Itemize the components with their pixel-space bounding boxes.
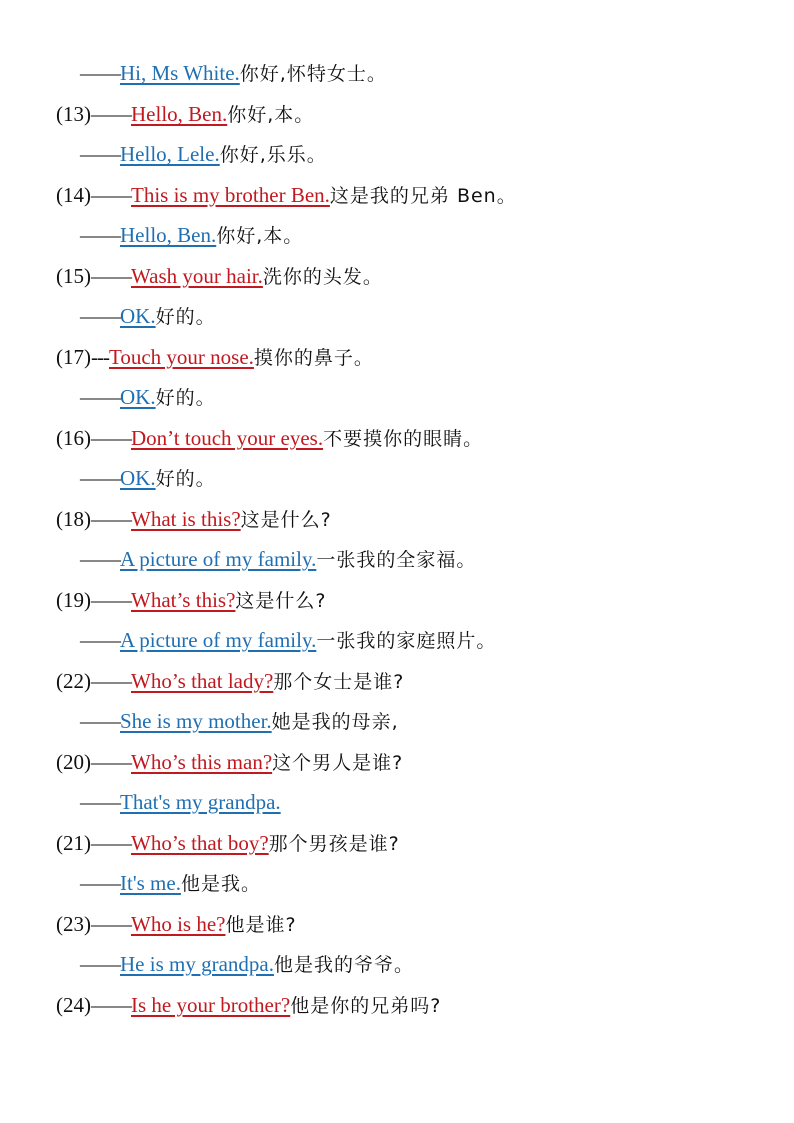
dash: —— [91, 993, 131, 1017]
dash: —— [80, 304, 120, 328]
english-phrase: Who’s that lady? [131, 669, 274, 693]
dash: —— [91, 588, 131, 612]
dialogue-line [80, 60, 387, 87]
chinese-translation: 他是谁? [225, 914, 297, 936]
item-number: (22) [56, 669, 91, 693]
dialogue-line [80, 546, 476, 573]
dash: —— [80, 790, 120, 814]
dialogue-line [80, 951, 414, 978]
dash: —— [80, 709, 120, 733]
chinese-translation: 好的。 [155, 306, 216, 328]
chinese-translation: 一张我的全家福。 [316, 549, 477, 571]
dash: —— [91, 831, 131, 855]
dialogue-line [56, 182, 517, 209]
dash: —— [80, 547, 120, 571]
chinese-translation: 你好,乐乐。 [219, 144, 327, 166]
chinese-translation: 他是我的爷爷。 [273, 954, 414, 976]
english-phrase: OK. [120, 385, 156, 409]
chinese-translation: 摸你的鼻子。 [253, 347, 374, 369]
dialogue-line [56, 749, 403, 776]
dash: —— [91, 912, 131, 936]
dialogue-line [56, 911, 297, 938]
item-number: (21) [56, 831, 91, 855]
english-phrase: This is my brother Ben. [131, 183, 330, 207]
dialogue-line [56, 587, 327, 614]
dialogue-line [80, 627, 496, 654]
item-number: (17) [56, 345, 91, 369]
dash: —— [80, 628, 120, 652]
chinese-translation: 好的。 [155, 468, 216, 490]
english-phrase: A picture of my family. [120, 547, 317, 571]
chinese-translation: 她是我的母亲, [271, 711, 399, 733]
dash: —— [91, 426, 131, 450]
english-phrase: Don’t touch your eyes. [131, 426, 324, 450]
dash: —— [80, 466, 120, 490]
english-phrase: What is this? [131, 507, 241, 531]
dialogue-line [80, 870, 261, 897]
dialogue-line [80, 141, 327, 168]
item-number: (13) [56, 102, 91, 126]
dash: —— [91, 669, 131, 693]
english-phrase: Who’s this man? [131, 750, 273, 774]
dash: —— [80, 142, 120, 166]
dash: —— [91, 750, 131, 774]
english-phrase: Wash your hair. [131, 264, 263, 288]
dash: —— [80, 61, 120, 85]
chinese-translation: 你好,怀特女士。 [239, 63, 387, 85]
item-number: (19) [56, 588, 91, 612]
dialogue-line [56, 830, 400, 857]
chinese-translation: 那个女士是谁? [273, 671, 405, 693]
dialogue-line [56, 668, 404, 695]
chinese-translation: 一张我的家庭照片。 [316, 630, 497, 652]
dialogue-line [80, 384, 216, 411]
english-phrase: Who’s that boy? [131, 831, 269, 855]
chinese-translation: 好的。 [155, 387, 216, 409]
dash: —— [91, 102, 131, 126]
english-phrase: That's my grandpa. [120, 790, 281, 814]
chinese-translation: 你好,本。 [216, 225, 304, 247]
dash: —— [80, 952, 120, 976]
dialogue-line [56, 101, 314, 128]
english-phrase: He is my grandpa. [120, 952, 274, 976]
chinese-translation: 这是什么? [240, 509, 332, 531]
item-number: (14) [56, 183, 91, 207]
chinese-translation: 他是我。 [180, 873, 261, 895]
dialogue-line [56, 425, 483, 452]
dialogue-line [80, 303, 216, 330]
english-phrase: Touch your nose. [108, 345, 254, 369]
english-phrase: She is my mother. [120, 709, 272, 733]
dash: —— [91, 264, 131, 288]
chinese-translation: 那个男孩是谁? [268, 833, 400, 855]
item-number: (16) [56, 426, 91, 450]
dash: --- [91, 345, 109, 369]
dash: —— [80, 871, 120, 895]
dash: —— [91, 183, 131, 207]
dialogue-line [56, 992, 441, 1019]
dash: —— [91, 507, 131, 531]
english-phrase: What’s this? [131, 588, 236, 612]
english-phrase: Hello, Ben. [120, 223, 217, 247]
item-number: (23) [56, 912, 91, 936]
chinese-translation: 这是我的兄弟 Ben。 [329, 185, 517, 207]
english-phrase: Hello, Lele. [120, 142, 220, 166]
chinese-translation: 洗你的头发。 [262, 266, 383, 288]
chinese-translation: 这是什么? [235, 590, 327, 612]
dialogue-line [80, 789, 281, 816]
chinese-translation: 你好,本。 [227, 104, 315, 126]
english-phrase: OK. [120, 466, 156, 490]
dialogue-line [56, 263, 383, 290]
chinese-translation: 不要摸你的眼睛。 [323, 428, 484, 450]
item-number: (15) [56, 264, 91, 288]
english-phrase: Hi, Ms White. [120, 61, 240, 85]
dash: —— [80, 385, 120, 409]
dialogue-line [80, 222, 303, 249]
english-phrase: OK. [120, 304, 156, 328]
item-number: (24) [56, 993, 91, 1017]
item-number: (20) [56, 750, 91, 774]
english-phrase: Is he your brother? [131, 993, 291, 1017]
english-phrase: A picture of my family. [120, 628, 317, 652]
item-number: (18) [56, 507, 91, 531]
dialogue-line [56, 506, 332, 533]
chinese-translation: 这个男人是谁? [272, 752, 404, 774]
dialogue-line [56, 344, 374, 371]
english-phrase: It's me. [120, 871, 181, 895]
english-phrase: Who is he? [131, 912, 226, 936]
dash: —— [80, 223, 120, 247]
dialogue-line [80, 708, 399, 735]
dialogue-line [80, 465, 216, 492]
english-phrase: Hello, Ben. [131, 102, 228, 126]
chinese-translation: 他是你的兄弟吗? [290, 995, 442, 1017]
